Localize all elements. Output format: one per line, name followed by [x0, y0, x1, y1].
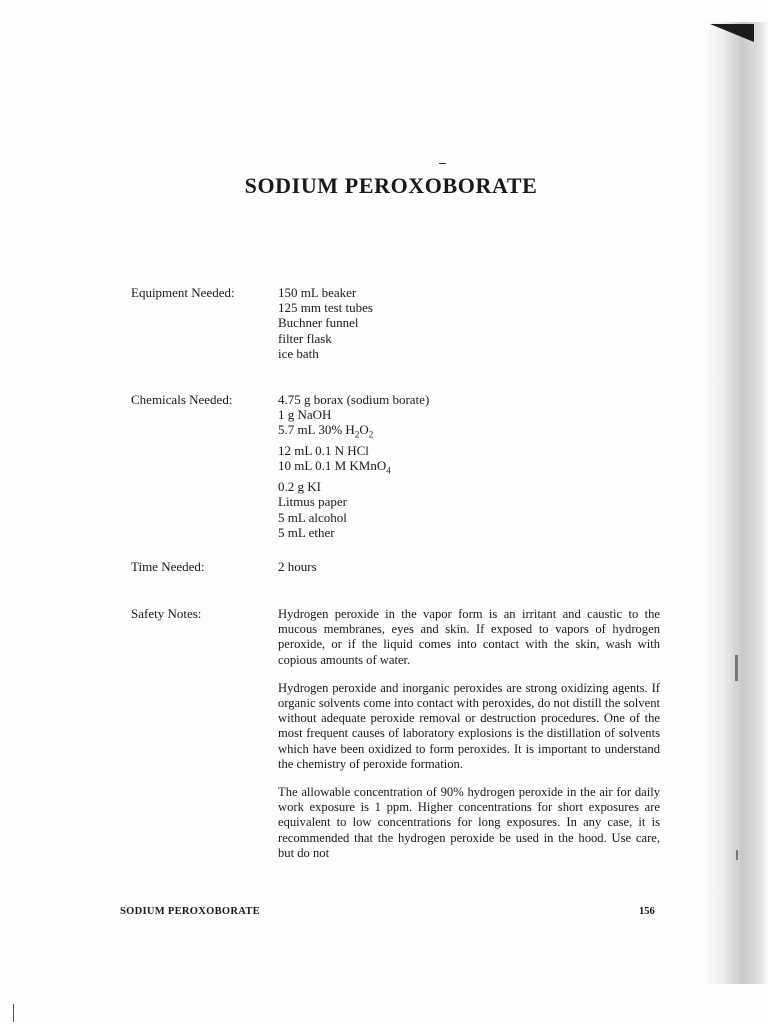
equipment-item: 125 mm test tubes — [278, 300, 373, 316]
safety-notes — [278, 607, 660, 874]
margin-tick-mark — [13, 1004, 14, 1022]
equipment-item: ice bath — [278, 345, 319, 361]
chemicals-label: Chemicals Needed: — [131, 392, 233, 407]
binding-mark — [736, 850, 738, 860]
equipment-list — [278, 285, 373, 361]
chemical-item: 5.7 mL 30% $H_2O_2$ — [278, 422, 374, 440]
equipment-item: filter flask — [278, 330, 332, 346]
chemical-item: 1 g NaOH — [278, 407, 332, 423]
page-title: SODIUM PEROXOBORATE — [244, 173, 538, 198]
chemical-item: 10 mL 0.1 M KMnO$_4$ — [278, 458, 391, 476]
running-footer-title: SODIUM PEROXOBORATE — [120, 906, 260, 917]
equipment-item: Buchner funnel — [278, 315, 359, 331]
chemical-item: 12 mL 0.1 N HCl — [278, 443, 369, 459]
time-value: 2 hours — [278, 559, 317, 574]
chemicals-list — [278, 392, 429, 540]
page-corner-shadow — [710, 24, 754, 42]
safety-paragraph: Hydrogen peroxide in the vapor form is an irritant and caustic to the mucous membranes, eyes and skin. If exposed to vapors of hydrogen peroxide, or if the liquid comes into contact with the skin, wash with copious amounts of water. — [278, 607, 660, 667]
chemical-item: Litmus paper — [278, 494, 347, 510]
page-binding-shadow — [704, 22, 768, 984]
chemical-item: 5 mL ether — [278, 524, 335, 540]
top-dash-mark — [439, 163, 446, 164]
safety-paragraph: The allowable concentration of 90% hydrogen peroxide in the air for daily work exposure is 1 ppm. Higher concentrations for short exposures are equivalent to low concentrations for long exposures. In any case, it is recommended that the hydrogen peroxide be used in the hood. Use care, but do not — [278, 785, 660, 860]
time-label: Time Needed: — [131, 559, 205, 574]
safety-label: Safety Notes: — [131, 606, 202, 621]
chemical-item: 0.2 g KI — [278, 479, 321, 495]
chemical-item: 5 mL alcohol — [278, 509, 347, 525]
equipment-label: Equipment Needed: — [131, 285, 235, 300]
safety-paragraph: Hydrogen peroxide and inorganic peroxides are strong oxidizing agents. If organic solvents come into contact with peroxides, do not distill the solvent without adequate peroxide removal or destruction procedures. One of the most frequent causes of laboratory explosions is the distillation of solvents which have been oxidized to form peroxides. It is important to understand the chemistry of peroxide formation. — [278, 680, 660, 771]
page-number: 156 — [639, 906, 655, 917]
chemical-item: 4.75 g borax (sodium borate) — [278, 392, 430, 407]
equipment-item: 150 mL beaker — [278, 285, 357, 300]
binding-mark — [735, 655, 738, 681]
